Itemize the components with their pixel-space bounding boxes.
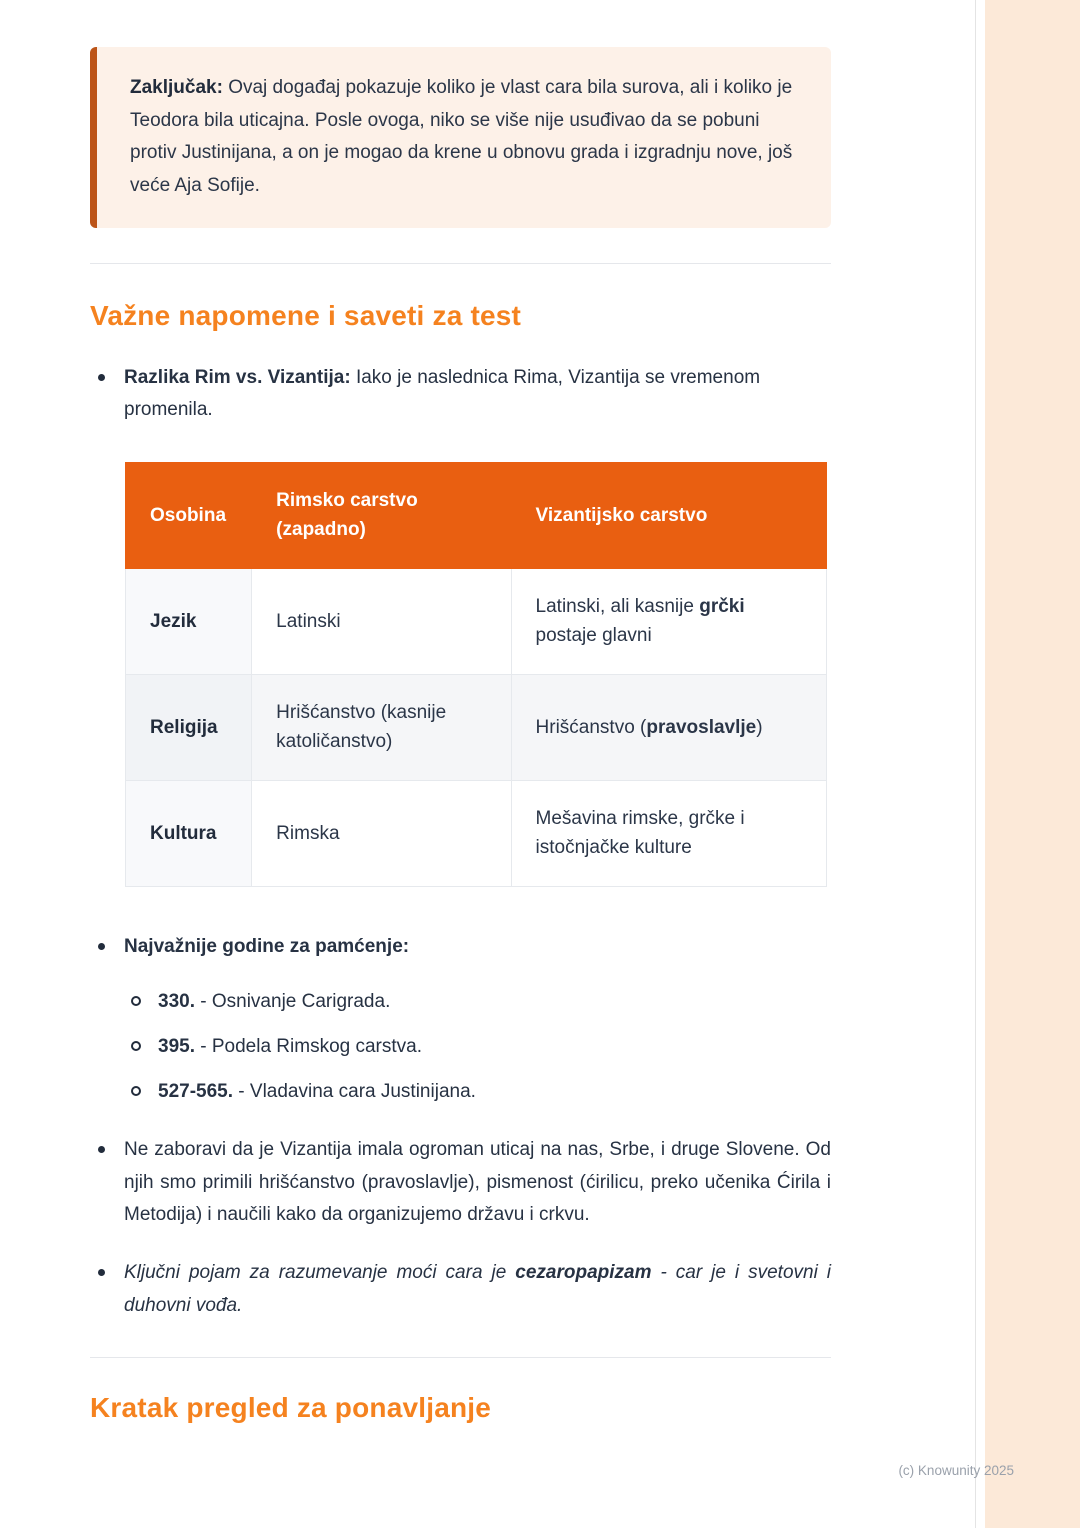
table-cell-roman: Rimska: [252, 781, 511, 887]
table-cell-feature: Religija: [126, 675, 252, 781]
page-right-rail-fill: [985, 0, 1080, 1528]
table-cell-roman: Latinski: [252, 569, 511, 675]
bullet-difference-label: Razlika Rim vs. Vizantija:: [124, 366, 351, 388]
year-text: - Podela Rimskog carstva.: [194, 1035, 423, 1057]
table-header-vizantijsko: Vizantijsko carstvo: [511, 463, 826, 569]
bullet-years: [90, 931, 831, 1108]
bullet-keyterm: [90, 1257, 831, 1322]
conclusion-callout: [90, 47, 831, 228]
divider-bottom: [90, 1357, 831, 1358]
year-value: 330.: [158, 990, 195, 1012]
divider-top: [90, 263, 831, 264]
years-sublist: [124, 986, 831, 1109]
year-item-527-565: [124, 1076, 831, 1108]
cell-text: postaje glavni: [535, 624, 652, 646]
table-cell-byz: [511, 781, 826, 887]
bullet-difference: [90, 362, 831, 427]
table-header-rimsko: Rimsko carstvo (zapadno): [252, 463, 511, 569]
table-cell-feature: Jezik: [126, 569, 252, 675]
page-content: [90, 0, 831, 1424]
table-header-row: [126, 463, 827, 569]
table-row-religija: [126, 675, 827, 781]
copyright-footer: (c) Knowunity 2025: [898, 1463, 1014, 1478]
table-row-jezik: [126, 569, 827, 675]
comparison-table-head: [126, 463, 827, 569]
callout-text: Ovaj događaj pokazuje koliko je vlast cara bila surova, ali i koliko je Teodora bila uticajna. Posle ovoga, niko se više nije usuđivao da se pobuni protiv Justinijana, a on je mogao da krene u obnovu grada i izgradnju nove, još veće Aja Sofije.: [130, 77, 793, 197]
notes-bullet-list: [90, 362, 831, 427]
year-text: - Osnivanje Carigrada.: [194, 990, 391, 1012]
table-cell-byz: [511, 569, 826, 675]
table-cell-byz: [511, 675, 826, 781]
comparison-table-body: [126, 569, 827, 887]
cell-text: Latinski, ali kasnije: [535, 596, 700, 618]
year-value: 395.: [158, 1035, 195, 1057]
influence-text: Ne zaboravi da je Vizantija imala ogroman uticaj na nas, Srbe, i druge Slovene. Od njih smo primili hrišćanstvo (pravoslavlje), pismenost (ćirilicu, preko učenika Ćirila i Metodija) i naučili kako da organizujemo državu i crkvu.: [124, 1139, 831, 1226]
table-header-osobina: Osobina: [126, 463, 252, 569]
bullet-years-label: Najvažnije godine za pamćenje:: [124, 936, 410, 958]
year-text: - Vladavina cara Justinijana.: [233, 1081, 476, 1103]
cell-text-bold: grčki: [699, 596, 745, 618]
cell-text: ): [756, 716, 763, 738]
comparison-table: [125, 462, 827, 887]
cell-text: Mešavina rimske, grčke i istočnjačke kulture: [535, 808, 745, 858]
year-value: 527-565.: [158, 1081, 234, 1103]
notes-bullet-list-2: [90, 931, 831, 1322]
section-heading-notes: Važne napomene i saveti za test: [90, 299, 522, 331]
callout-label: Zaključak:: [130, 77, 223, 98]
table-cell-feature: Kultura: [126, 781, 252, 887]
keyterm-bold: cezaropapizam: [515, 1262, 652, 1284]
bullet-influence: [90, 1134, 831, 1231]
cell-text: Hrišćanstvo (: [535, 716, 647, 738]
keyterm-post: - car je i svetovni i duhovni vođa.: [124, 1262, 832, 1316]
table-cell-roman: Hrišćanstvo (kasnije katoličanstvo): [252, 675, 511, 781]
keyterm-pre: Ključni pojam za razumevanje moći cara je: [124, 1262, 516, 1284]
bullet-difference-text: Iako je naslednica Rima, Vizantija se vremenom promenila.: [124, 366, 761, 420]
year-item-395: [124, 1031, 831, 1063]
page-right-rail: [975, 0, 1080, 1528]
year-item-330: [124, 986, 831, 1018]
table-row-kultura: [126, 781, 827, 887]
cell-text-bold: pravoslavlje: [646, 716, 757, 738]
section-heading-review: Kratak pregled za ponavljanje: [90, 1391, 492, 1423]
